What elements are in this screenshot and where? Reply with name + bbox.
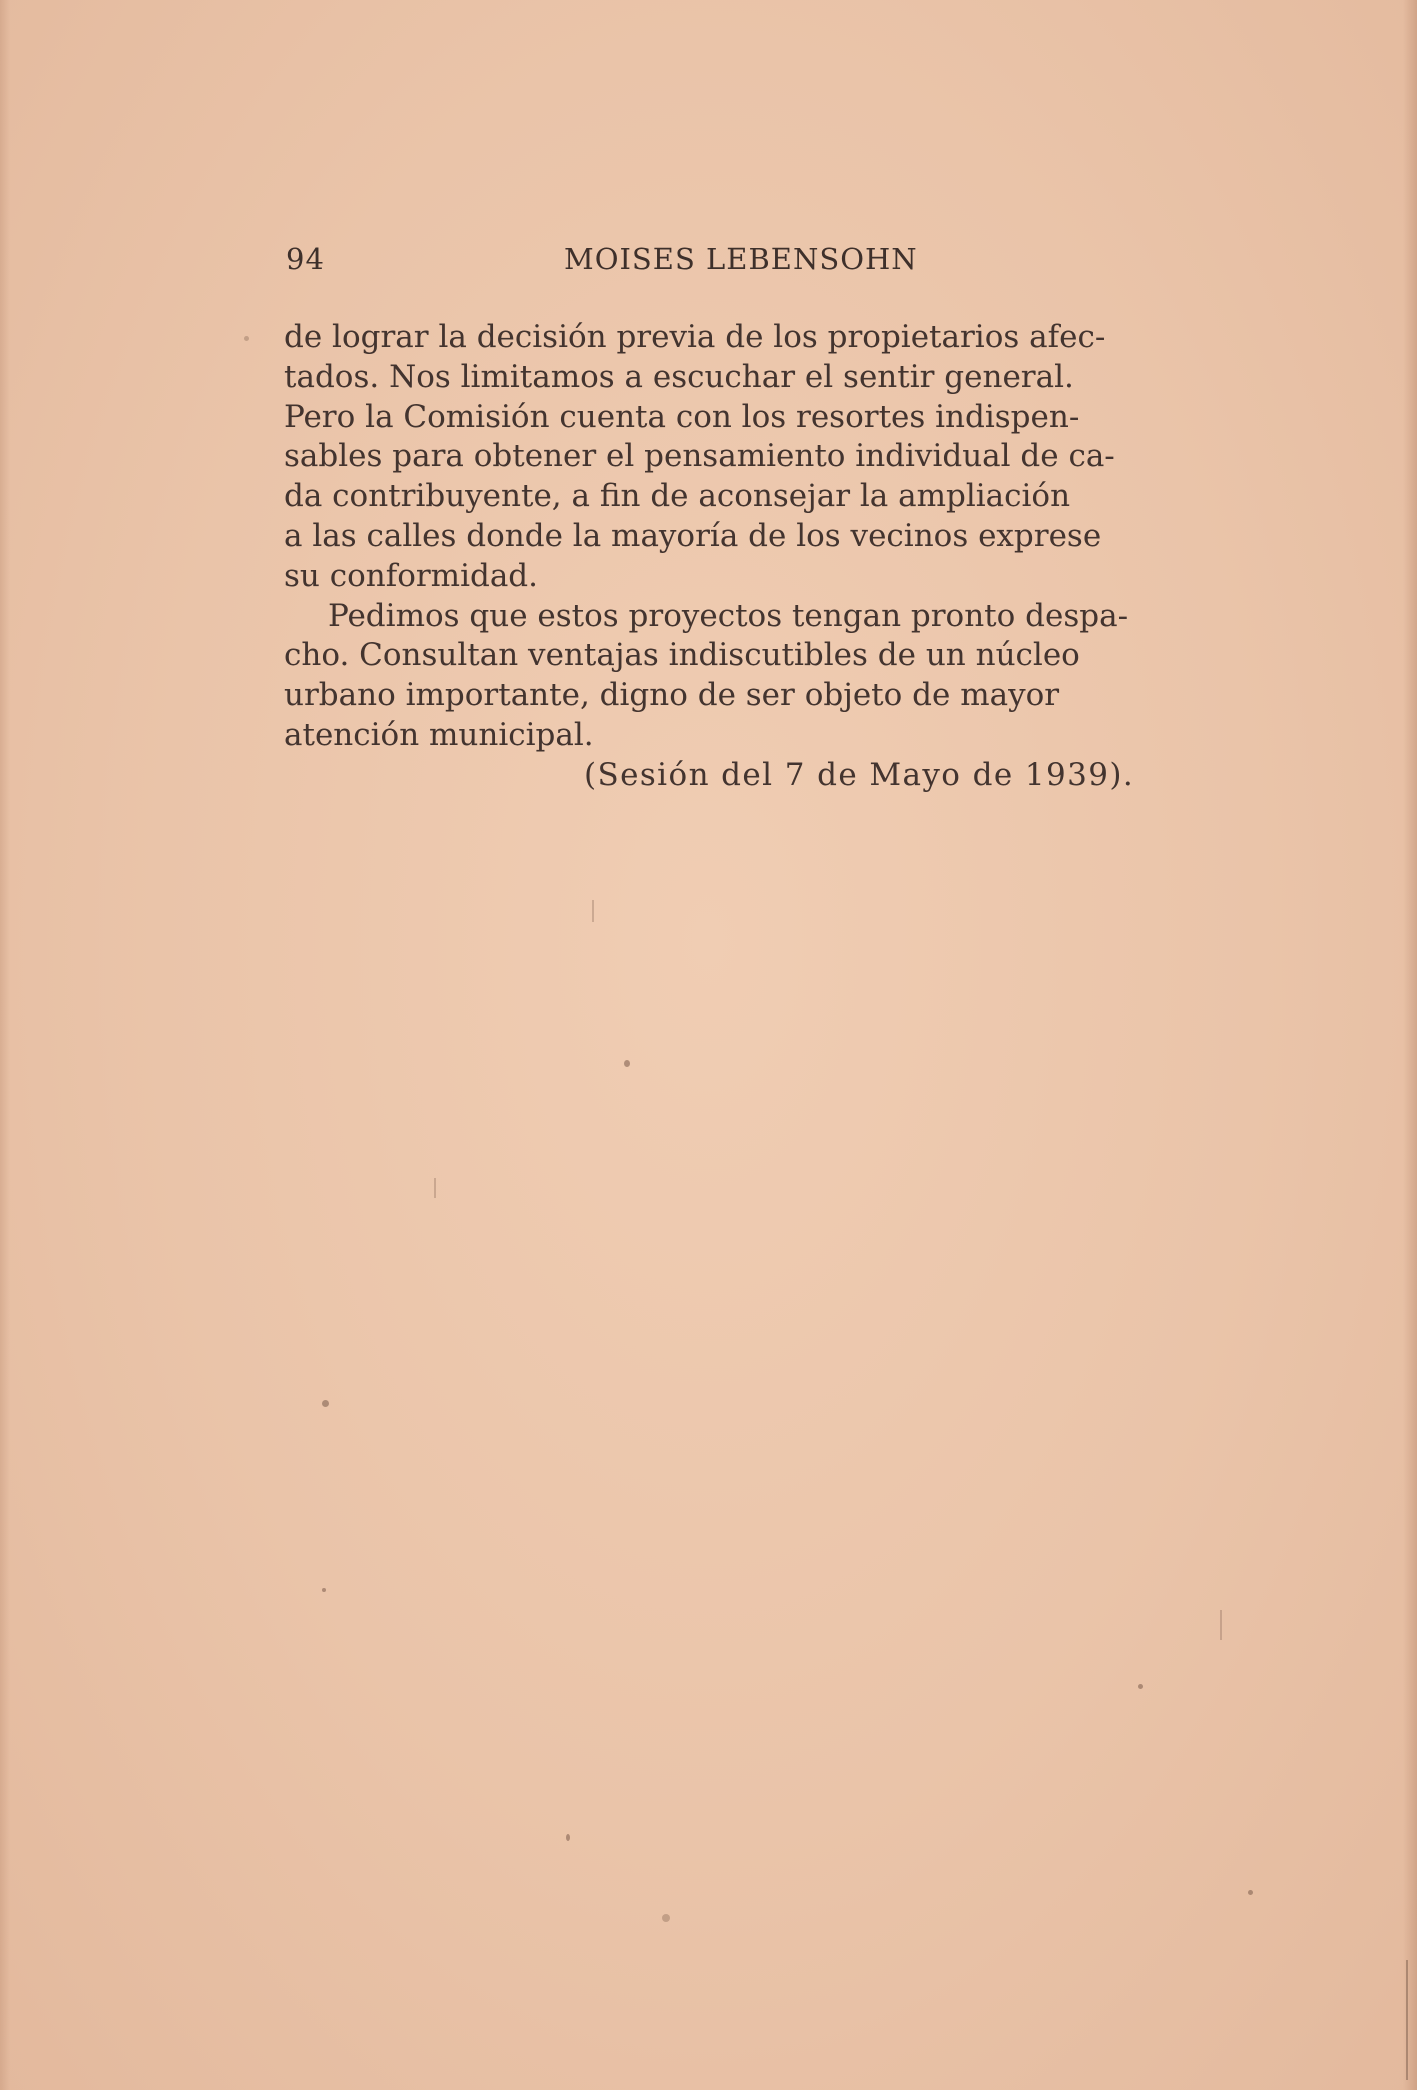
session-date: (Sesión del 7 de Mayo de 1939). [584,756,1135,793]
paper-speck [1138,1684,1143,1689]
page-edge-shadow-left [0,0,10,2090]
text-line: atención municipal. [284,716,594,753]
body-text [284,318,1234,796]
running-title: MOISES LEBENSOHN [564,242,918,276]
paper-speck [624,1060,630,1067]
text-line: tados. Nos limitamos a escuchar el sentir general. [284,358,1074,395]
paper-speck [566,1834,570,1841]
paper-speck [322,1588,326,1592]
paper-speck [662,1914,670,1922]
text-line: de lograr la decisión previa de los propietarios afec- [284,319,1106,355]
page-number: 94 [286,242,325,276]
text-line: da contribuyente, a fin de aconsejar la ampliación [284,478,1071,515]
page-edge-shadow-right [1403,0,1417,2090]
text-line: urbano importante, digno de ser objeto de mayor [284,677,1060,714]
paragraph-start-line: Pedimos que estos proyectos tengan pronto despa- [328,597,1129,634]
text-line: sables para obtener el pensamiento individual de ca- [284,438,1115,475]
text-line: su conformidad. [284,557,539,594]
paper-crease [1406,1960,1408,2080]
paper-crease [434,1178,436,1198]
paper-crease [1220,1610,1222,1640]
text-line: a las calles donde la mayoría de los vecinos exprese [284,517,1102,554]
paper-speck [1248,1890,1253,1895]
text-line: cho. Consultan ventajas indiscutibles de un núcleo [284,637,1080,674]
text-line: Pero la Comisión cuenta con los resortes indispen- [284,398,1080,435]
paper-crease [592,900,594,922]
paper-speck [322,1400,329,1407]
running-head [286,242,954,282]
paper-speck [244,336,249,341]
